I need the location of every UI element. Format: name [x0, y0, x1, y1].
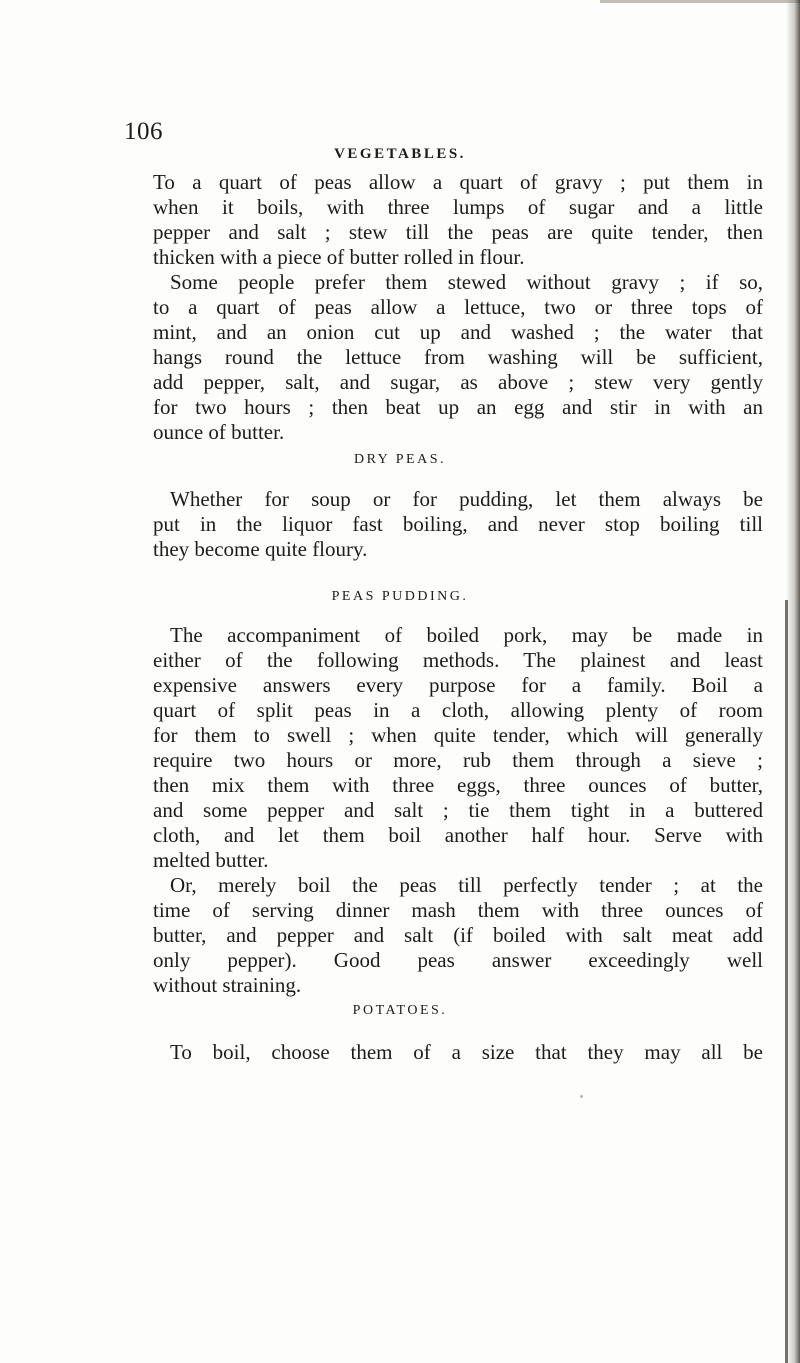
text-line: hangs round the lettuce from washing will be sufficient,	[153, 345, 763, 369]
text-line: expensive answers every purpose for a family. Boil a	[153, 673, 763, 697]
text-line: ounce of butter.	[153, 420, 285, 444]
ink-speck	[580, 1095, 583, 1098]
text-line: put in the liquor fast boiling, and never stop boiling till	[153, 512, 763, 536]
text-line: Or, merely boil the peas till perfectly tender ; at the	[170, 873, 763, 897]
text-line: To a quart of peas allow a quart of gravy ; put them in	[153, 170, 763, 194]
page-edge-rule	[600, 0, 800, 3]
page-binding-shadow	[786, 0, 800, 1363]
text-line: for two hours ; then beat up an egg and stir in with an	[153, 395, 763, 419]
text-line: without straining.	[153, 973, 302, 997]
text-line: require two hours or more, rub them through a sieve ;	[153, 748, 763, 772]
text-line: Some people prefer them stewed without gravy ; if so,	[170, 270, 763, 294]
text-line: time of serving dinner mash them with three ounces of	[153, 898, 763, 922]
section-heading-peas-pudding: PEAS PUDDING.	[331, 589, 469, 604]
text-line: to a quart of peas allow a lettuce, two or three tops of	[153, 295, 763, 319]
text-line: either of the following methods. The plainest and least	[153, 648, 763, 672]
text-line: add pepper, salt, and sugar, as above ; stew very gently	[153, 370, 763, 394]
page-number: 106	[124, 118, 163, 145]
text-line: for them to swell ; when quite tender, which will generally	[153, 723, 763, 747]
running-head: VEGETABLES.	[334, 146, 466, 162]
text-line: they become quite floury.	[153, 537, 368, 561]
text-line: then mix them with three eggs, three ounces of butter,	[153, 773, 763, 797]
text-line: pepper and salt ; stew till the peas are quite tender, then	[153, 220, 763, 244]
text-line: only pepper). Good peas answer exceedingly well	[153, 948, 763, 972]
text-line: cloth, and let them boil another half hour. Serve with	[153, 823, 763, 847]
text-line: thicken with a piece of butter rolled in flour.	[153, 245, 525, 269]
page-edge-line	[785, 600, 788, 1363]
text-line: and some pepper and salt ; tie them tight in a buttered	[153, 798, 763, 822]
text-line: mint, and an onion cut up and washed ; the water that	[153, 320, 763, 344]
text-line: when it boils, with three lumps of sugar and a little	[153, 195, 763, 219]
section-heading-dry-peas: DRY PEAS.	[353, 452, 446, 467]
text-line: quart of split peas in a cloth, allowing plenty of room	[153, 698, 763, 722]
text-line: melted butter.	[153, 848, 269, 872]
text-line: To boil, choose them of a size that they may all be	[170, 1040, 763, 1064]
text-line: butter, and pepper and salt (if boiled with salt meat add	[153, 923, 763, 947]
text-line: The accompaniment of boiled pork, may be made in	[170, 623, 763, 647]
section-heading-potatoes: POTATOES.	[352, 1003, 448, 1018]
text-line: Whether for soup or for pudding, let them always be	[170, 487, 763, 511]
